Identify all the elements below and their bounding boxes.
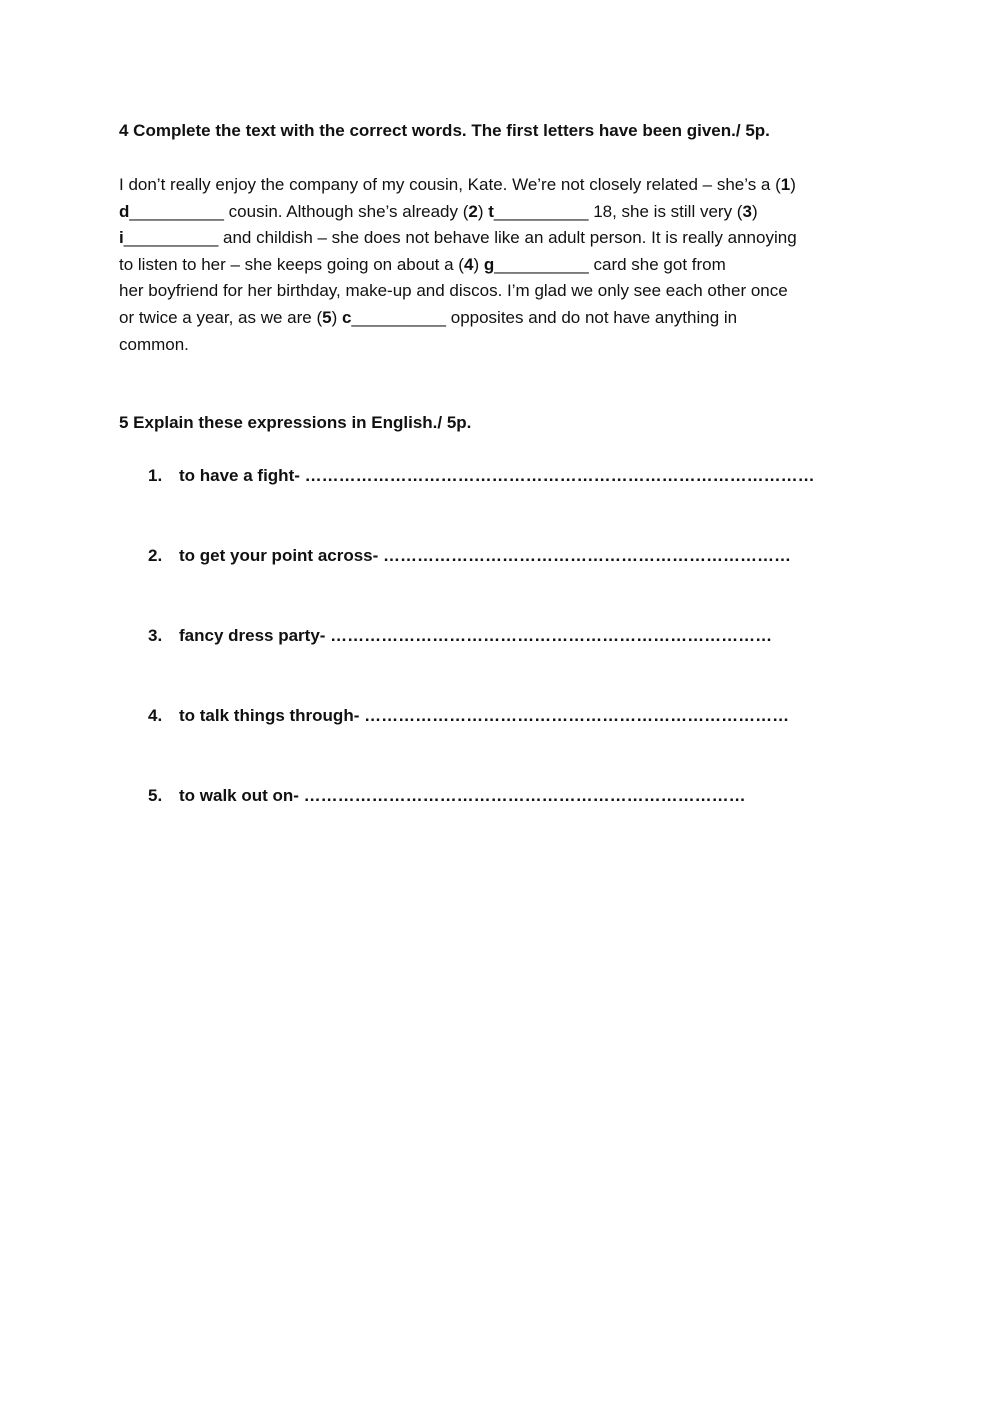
text-segment: her boyfriend for her birthday, make-up and discos. I’m glad we only see each other once: [119, 281, 788, 301]
expression-item: [148, 785, 815, 807]
expression-item: [148, 545, 815, 567]
item-number: 5.: [148, 786, 163, 805]
text-segment: __________ 18, she is still very (: [493, 201, 743, 221]
text-segment: 2: [468, 201, 478, 221]
expression-item: [148, 465, 815, 487]
expression-item: [148, 705, 815, 727]
text-segment: 3: [742, 201, 752, 221]
text-segment: ): [473, 254, 484, 274]
text-segment: __________ opposites and do not have anything in: [351, 307, 738, 327]
text-line: [119, 252, 879, 279]
expression-text: to have a fight- ………………………………………………………………………………: [179, 466, 815, 485]
text-segment: I don’t really enjoy the company of my cousin, Kate. We’re not closely related – she’s a (: [119, 175, 781, 194]
expression-item: [148, 625, 815, 647]
text-line: [119, 332, 879, 359]
expression-text: to get your point across- ………………………………………………………………: [179, 546, 792, 565]
text-segment: ): [790, 175, 796, 194]
text-segment: 5: [322, 307, 332, 327]
exercise-4-heading: 4 Complete the text with the correct words. The first letters have been given./ 5p.: [119, 121, 770, 140]
text-line: [119, 199, 879, 226]
text-line: [119, 172, 879, 199]
text-segment: ): [477, 201, 489, 221]
text-segment: t: [488, 201, 494, 221]
exercise-4-text: [119, 172, 879, 358]
expression-text: to walk out on- ……………………………………………………………………: [179, 786, 746, 805]
expression-text: fancy dress party- ……………………………………………………………………: [179, 626, 773, 645]
item-number: 1.: [148, 466, 163, 485]
text-segment: 4: [463, 254, 474, 274]
text-segment: g: [483, 254, 495, 274]
text-segment: 1: [780, 175, 791, 194]
text-segment: c: [342, 307, 352, 327]
text-segment: to listen to her – she keeps going on about a (: [119, 254, 464, 274]
text-segment: ): [331, 307, 342, 327]
item-number: 2.: [148, 546, 163, 565]
exercise-5-heading: 5 Explain these expressions in English./ 5p.: [119, 413, 472, 432]
text-line: [119, 225, 879, 252]
text-segment: common.: [119, 334, 189, 354]
text-segment: or twice a year, as we are (: [119, 307, 323, 327]
expression-text: to talk things through- …………………………………………………………………: [179, 706, 790, 725]
text-segment: ): [751, 201, 758, 221]
expressions-list: [148, 465, 815, 865]
item-number: 3.: [148, 626, 163, 645]
text-segment: __________ card she got from: [494, 254, 726, 274]
text-line: [119, 278, 879, 305]
text-line: [119, 305, 879, 332]
item-number: 4.: [148, 706, 163, 725]
text-segment: __________ and childish – she does not behave like an adult person. It is really annoying: [123, 228, 797, 248]
text-segment: i: [119, 228, 124, 248]
text-segment: d: [119, 201, 130, 221]
text-segment: __________ cousin. Although she’s already (: [129, 201, 469, 221]
